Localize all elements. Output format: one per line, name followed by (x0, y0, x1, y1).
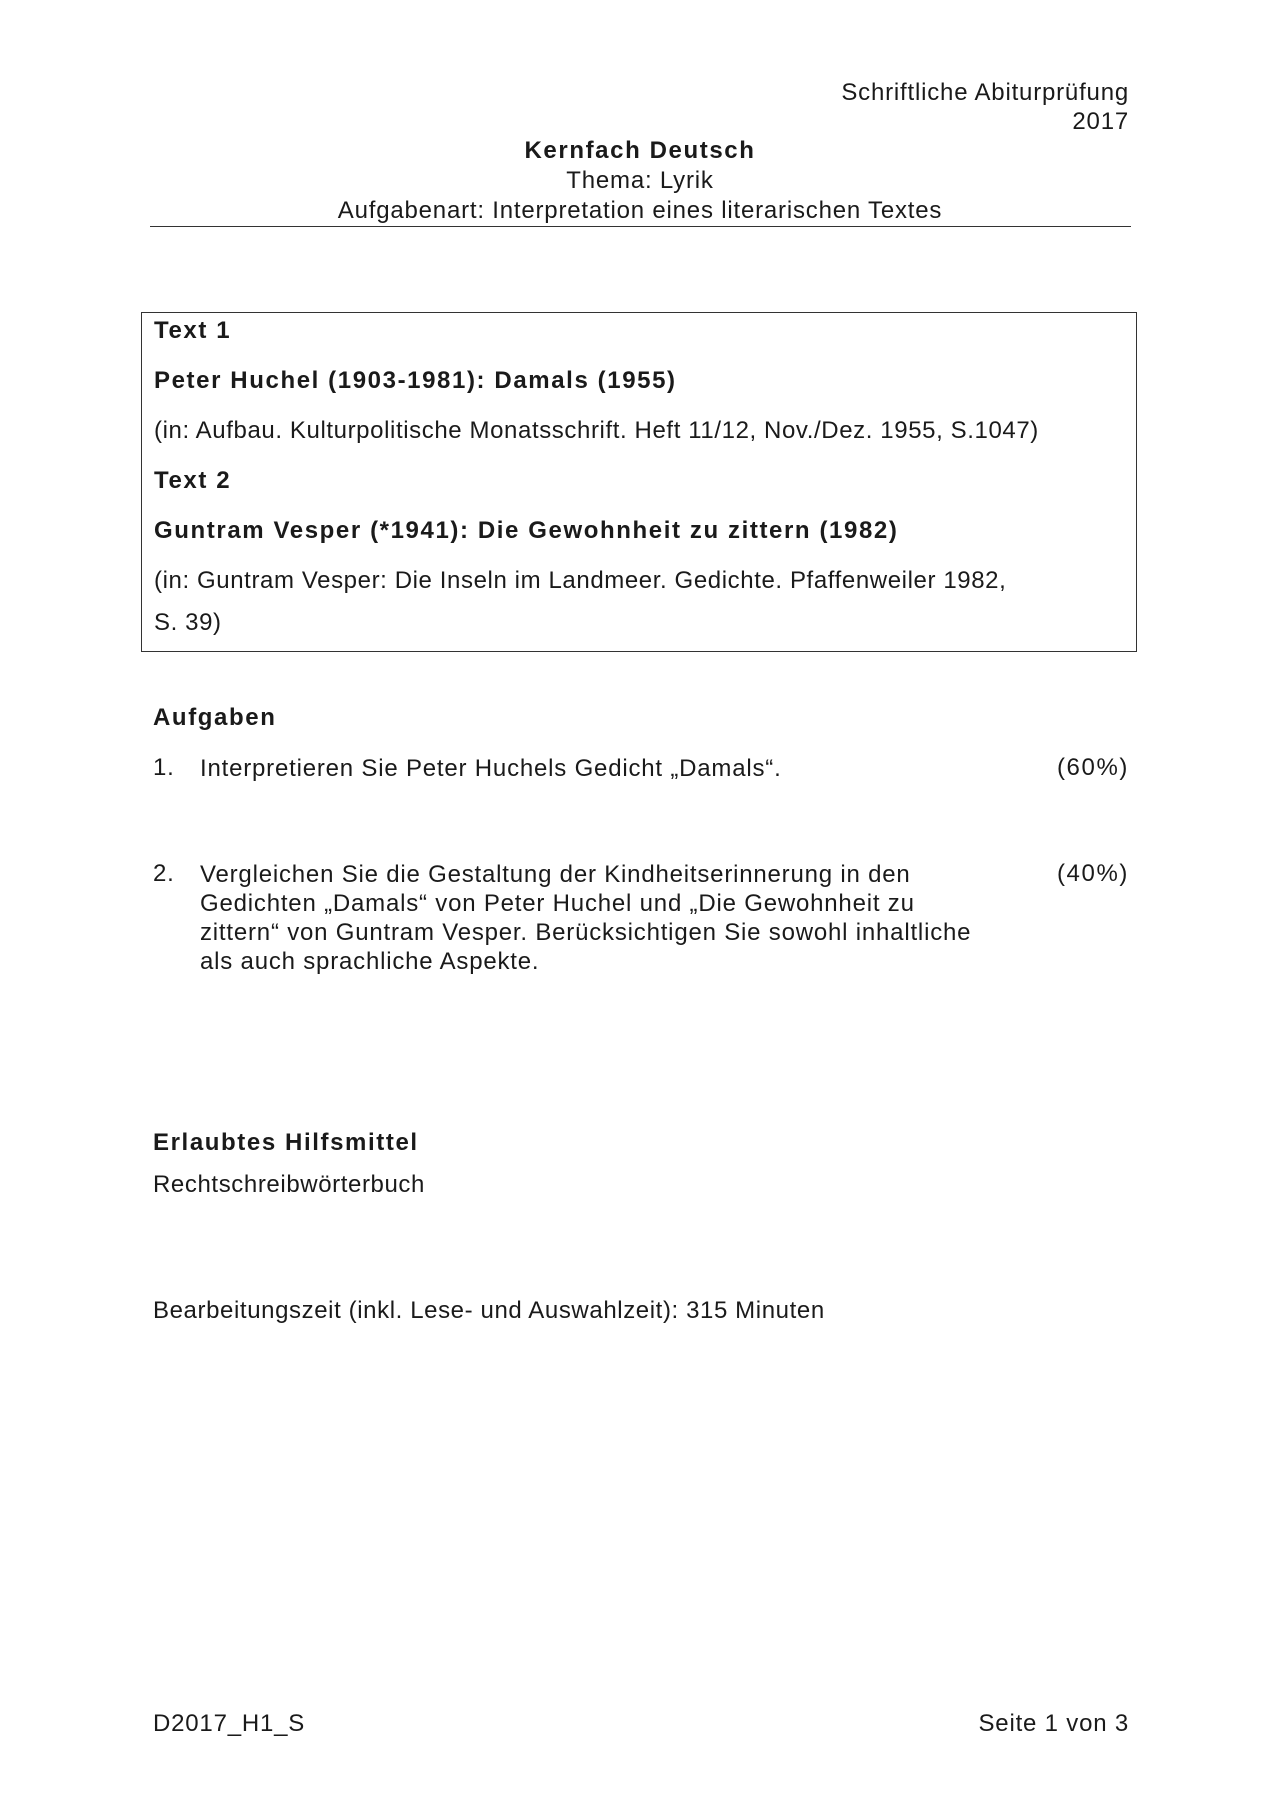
task2-line: als auch sprachliche Aspekte. (200, 948, 540, 975)
theme: Thema: Lyrik (566, 167, 714, 194)
text1-label: Text 1 (154, 317, 232, 344)
footer-code: D2017_H1_S (153, 1710, 306, 1737)
text2-source-line2: S. 39) (154, 609, 222, 636)
task2-line: Vergleichen Sie die Gestaltung der Kindheitserinnerung in den (200, 861, 911, 888)
task2-line: zittern“ von Guntram Vesper. Berücksichtigen Sie sowohl inhaltliche (200, 919, 972, 946)
subject-title: Kernfach Deutsch (524, 137, 756, 164)
task2-weight: (40%) (1056, 860, 1129, 887)
task1-weight: (60%) (1056, 754, 1129, 781)
task2-text (200, 860, 1040, 976)
task1-number: 1. (153, 754, 175, 781)
aids-item: Rechtschreibwörterbuch (153, 1171, 425, 1198)
exam-type: Schriftliche Abiturprüfung (841, 79, 1129, 106)
header-divider (150, 226, 1131, 227)
header-right (841, 78, 1129, 136)
text2-label: Text 2 (154, 467, 232, 494)
task-type: Aufgabenart: Interpretation eines literarischen Textes (337, 197, 943, 224)
text1-source: (in: Aufbau. Kulturpolitische Monatsschrift. Heft 11/12, Nov./Dez. 1955, S.1047) (154, 417, 1039, 444)
task1-text: Interpretieren Sie Peter Huchels Gedicht „Damals“. (200, 755, 782, 782)
text2-title: Guntram Vesper (*1941): Die Gewohnheit zu zittern (1982) (154, 517, 899, 544)
exam-year: 2017 (1072, 108, 1129, 135)
task2-line: Gedichten „Damals“ von Peter Huchel und „Die Gewohnheit zu (200, 890, 915, 917)
tasks-heading: Aufgaben (153, 704, 277, 731)
texts-box (141, 312, 1137, 652)
aids-heading: Erlaubtes Hilfsmittel (153, 1129, 419, 1156)
header-center (150, 136, 1130, 226)
text1-title: Peter Huchel (1903-1981): Damals (1955) (154, 367, 677, 394)
task2-number: 2. (153, 860, 175, 887)
footer-page-number: Seite 1 von 3 (978, 1710, 1129, 1737)
text2-source-line1: (in: Guntram Vesper: Die Inseln im Landmeer. Gedichte. Pfaffenweiler 1982, (154, 567, 1007, 594)
duration: Bearbeitungszeit (inkl. Lese- und Auswahlzeit): 315 Minuten (153, 1297, 825, 1324)
